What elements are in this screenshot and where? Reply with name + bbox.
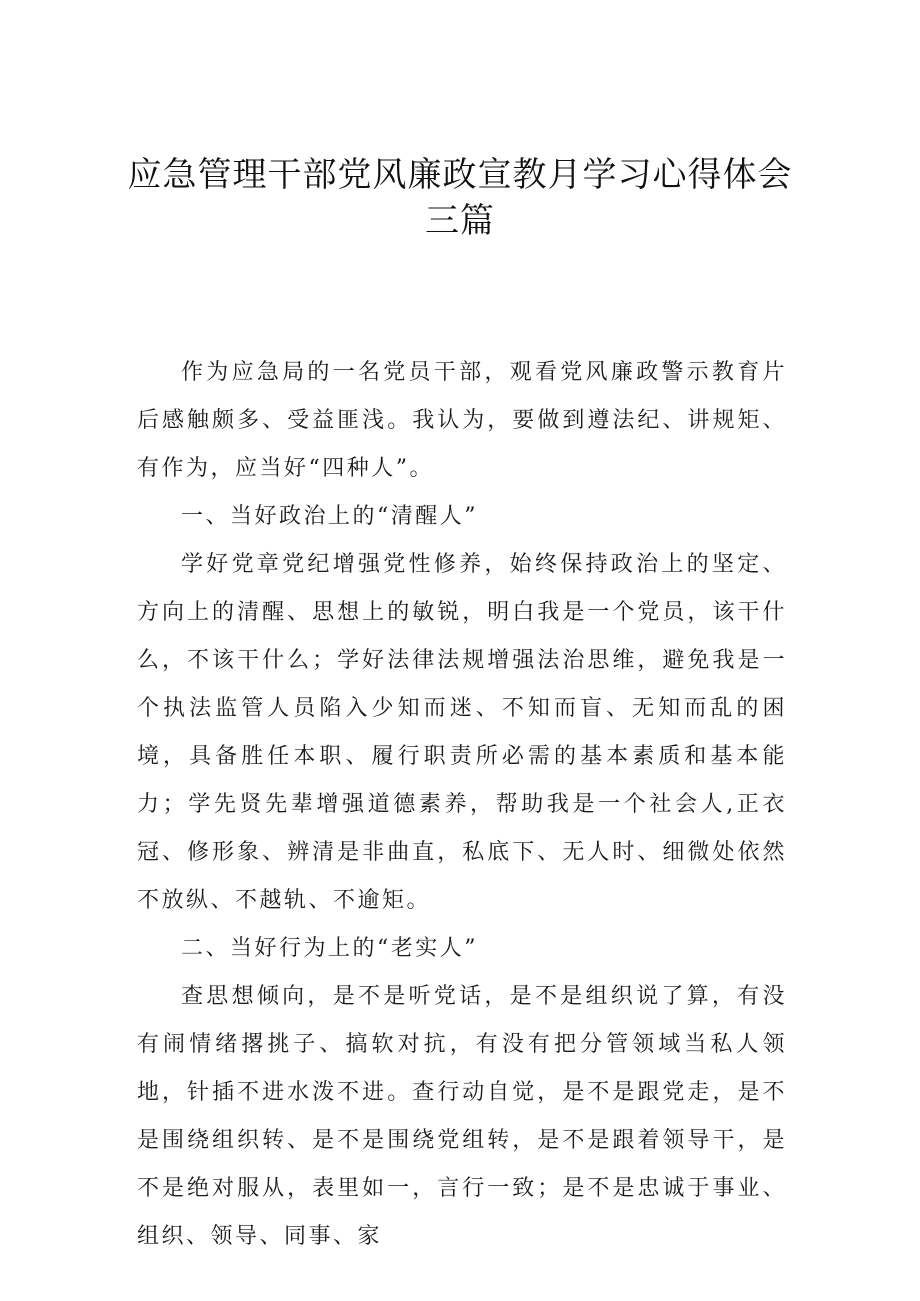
paragraph-section-1: 学好党章党纪增强党性修养，始终保持政治上的坚定、方向上的清醒、思想上的敏锐，明白我是一个党员，该干什么，不该干什么；学好法律法规增强法治思维，避免我是一个执法监管人员陷入少知而迷、不知而盲、无知而乱的困境，具备胜任本职、履行职责所必需的基本素质和基本能力；学先贤先辈增强道德素养，帮助我是一个社会人,正衣冠、修形象、辨清是非曲直，私底下、无人时、细微处依然不放纵、不越轨、不逾矩。 [137,552,787,913]
section-heading-1: 一、当好政治上的“清醒人” [181,504,478,529]
document-title: 应急管理干部党风廉政宣教月学习心得体会三篇 [127,155,793,241]
document-body [137,349,787,1261]
paragraph-intro: 作为应急局的一名党员干部，观看党风廉政警示教育片后感触颇多、受益匪浅。我认为，要做到遵法纪、讲规矩、有作为，应当好“四种人”。 [137,360,787,481]
section-heading-2: 二、当好行为上的“老实人” [181,936,478,961]
paragraph-section-2: 查思想倾向，是不是听党话，是不是组织说了算，有没有闹情绪撂挑子、搞软对抗，有没有把分管领域当私人领地，针插不进水泼不进。查行动自觉，是不是跟党走，是不是围绕组织转、是不是围绕党组转，是不是跟着领导干，是不是绝对服从，表里如一，言行一致；是不是忠诚于事业、组织、领导、同事、家 [137,984,787,1249]
